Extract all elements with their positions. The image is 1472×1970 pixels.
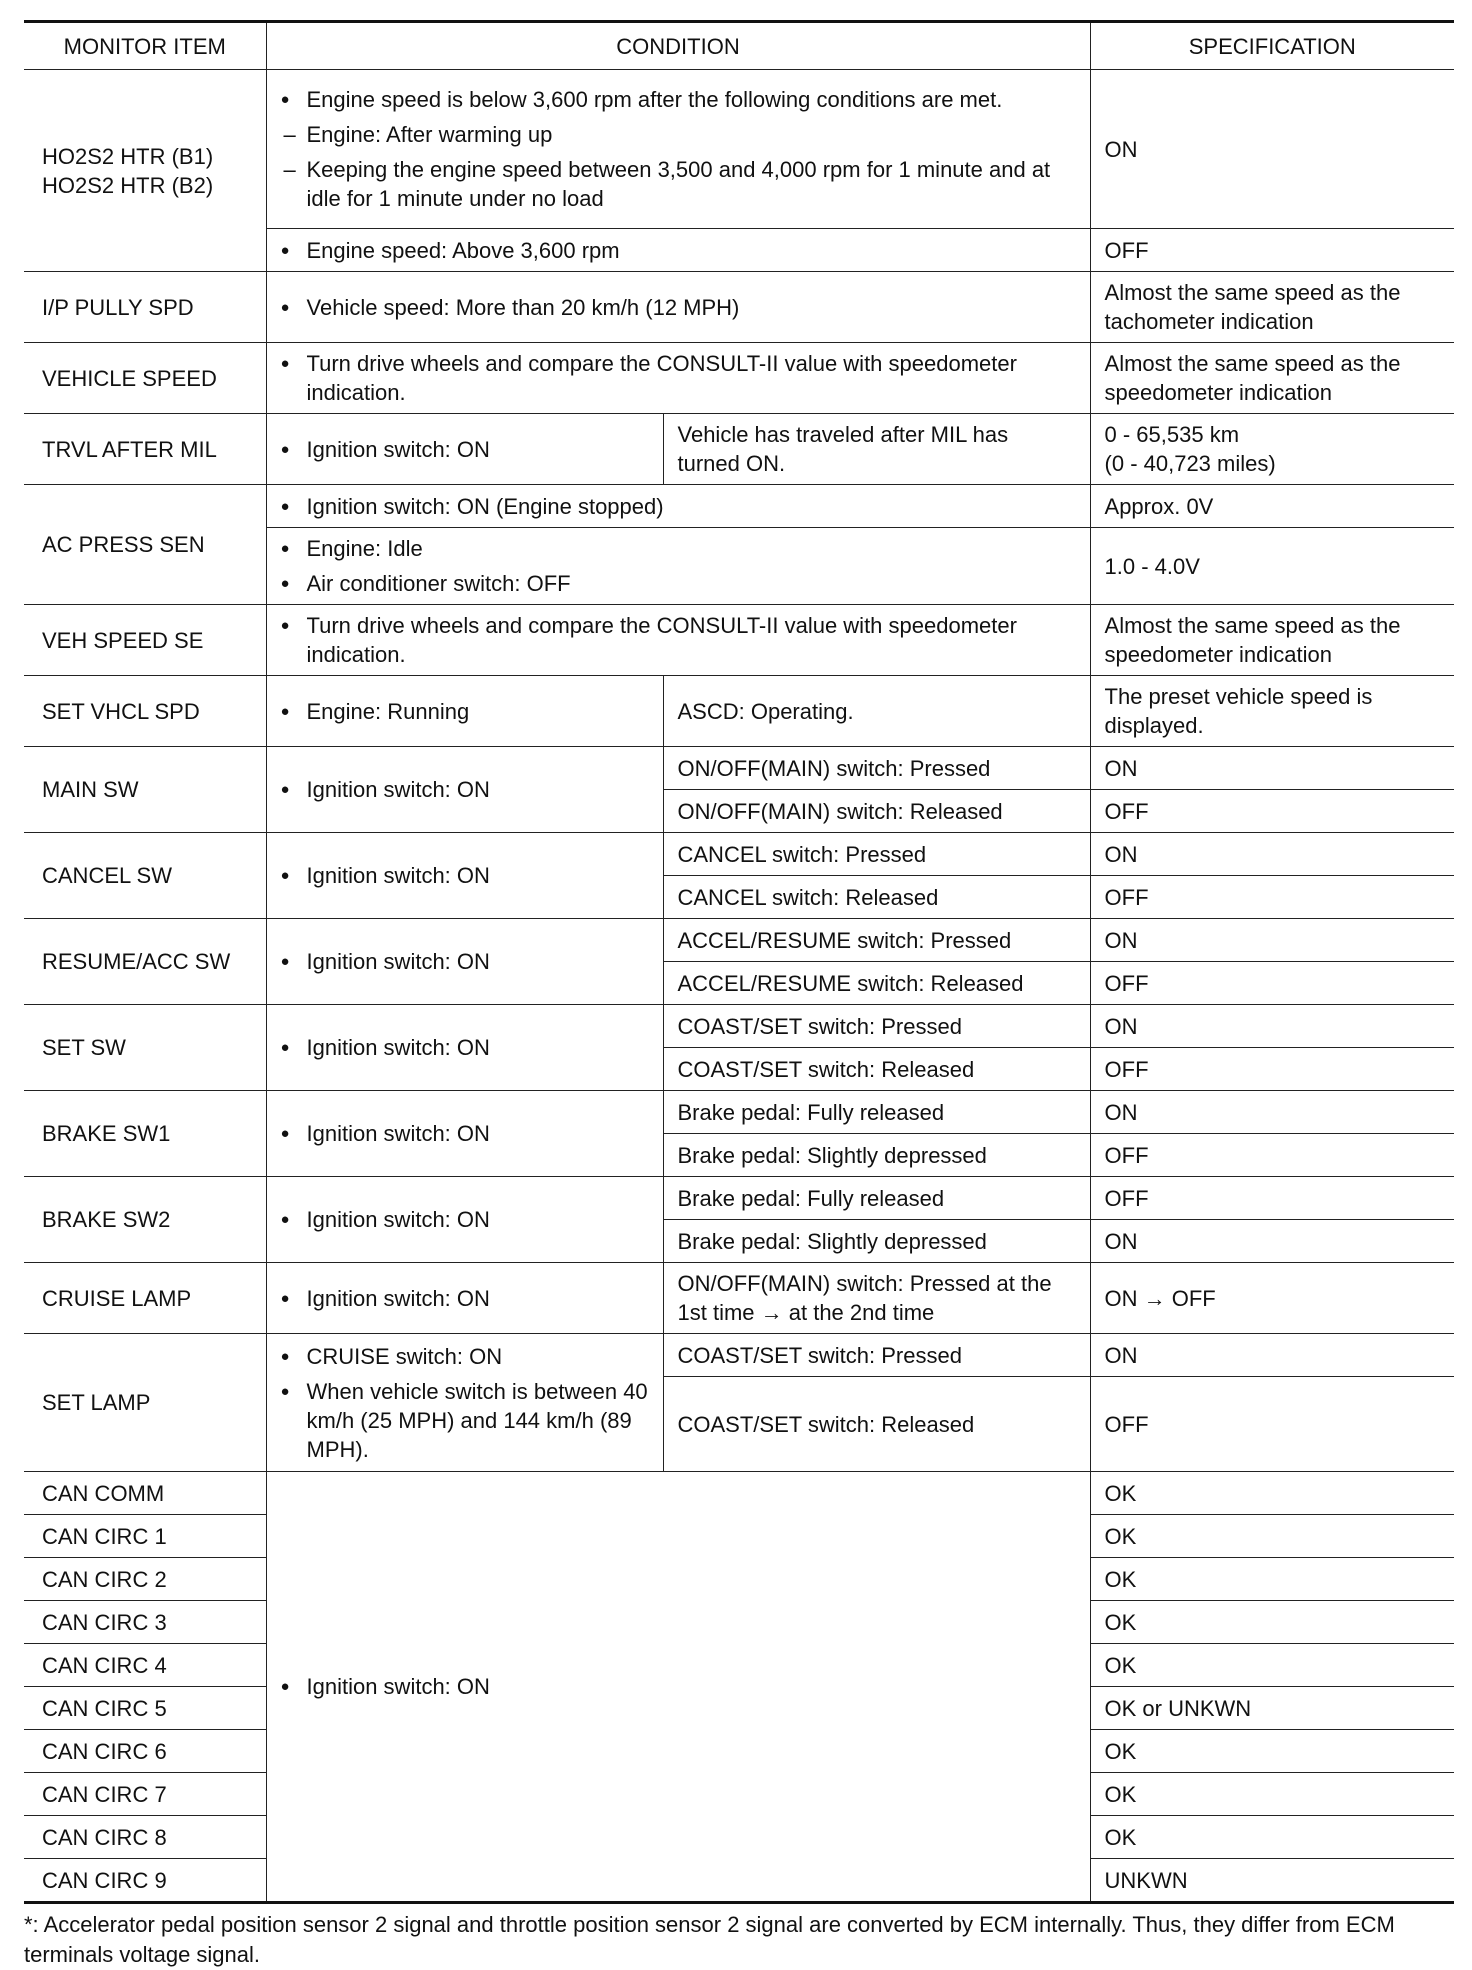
condition-text: ● Ignition switch: ON (281, 435, 649, 464)
table-row (24, 1263, 1454, 1334)
condition-text: ● Ignition switch: ON (281, 1205, 649, 1234)
monitor-item: CAN CIRC 1 (24, 1515, 266, 1558)
table-row (24, 833, 1454, 876)
specification-value: Almost the same speed as the speedometer indication (1090, 343, 1454, 414)
sub-condition: CANCEL switch: Released (663, 876, 1090, 919)
condition-cell (266, 485, 1090, 528)
condition-text: ● Turn drive wheels and compare the CONSULT-II value with speedometer indication. (281, 349, 1076, 407)
specification-value: ON (1090, 833, 1454, 876)
sub-condition: Brake pedal: Slightly depressed (663, 1134, 1090, 1177)
condition-text: ● Ignition switch: ON (281, 1284, 649, 1313)
table-row (24, 1091, 1454, 1134)
monitor-spec-table (24, 20, 1454, 1904)
monitor-item: CRUISE LAMP (24, 1263, 266, 1334)
table-row (24, 1005, 1454, 1048)
specification-value: Almost the same speed as the speedometer indication (1090, 605, 1454, 676)
footnote: *: Accelerator pedal position sensor 2 signal and throttle position sensor 2 signal are converted by ECM internally. Thus, they differ from ECM terminals voltage signal. (24, 1912, 1395, 1967)
specification-cell (1090, 414, 1454, 485)
specification-value: The preset vehicle speed is displayed. (1090, 676, 1454, 747)
specification-value: OK (1090, 1601, 1454, 1644)
monitor-item: CAN CIRC 9 (24, 1859, 266, 1903)
specification-value: OFF (1090, 1177, 1454, 1220)
sub-condition: Brake pedal: Slightly depressed (663, 1220, 1090, 1263)
sub-condition: ACCEL/RESUME switch: Pressed (663, 919, 1090, 962)
condition-text: ● Vehicle speed: More than 20 km/h (12 MPH) (281, 293, 1076, 322)
condition-text: – Keeping the engine speed between 3,500 and 4,000 rpm for 1 minute and at idle for 1 minute under no load (281, 155, 1076, 213)
condition-text: – Engine: After warming up (281, 120, 1076, 149)
monitor-item: HO2S2 HTR (B1) (42, 143, 214, 169)
header-row (24, 22, 1454, 70)
specification-value: OK (1090, 1773, 1454, 1816)
table-row (24, 676, 1454, 747)
monitor-item: CAN CIRC 3 (24, 1601, 266, 1644)
header-condition: CONDITION (266, 22, 1090, 70)
monitor-item: CAN CIRC 6 (24, 1730, 266, 1773)
sub-condition: COAST/SET switch: Pressed (663, 1005, 1090, 1048)
monitor-item: SET SW (24, 1005, 266, 1091)
monitor-item: CAN CIRC 5 (24, 1687, 266, 1730)
condition-cell (266, 414, 663, 485)
table-row (24, 605, 1454, 676)
condition-cell (266, 528, 1090, 605)
condition-text: ● Ignition switch: ON (281, 861, 649, 890)
condition-text: ● Engine: Running (281, 697, 649, 726)
monitor-item: CAN CIRC 7 (24, 1773, 266, 1816)
monitor-item: TRVL AFTER MIL (24, 414, 266, 485)
table-row (24, 1177, 1454, 1220)
specification-value: OK (1090, 1515, 1454, 1558)
specification-value: OFF (1090, 1048, 1454, 1091)
condition-text: ● Ignition switch: ON (281, 947, 649, 976)
monitor-item: SET LAMP (24, 1334, 266, 1472)
specification-value: ON (1090, 1220, 1454, 1263)
specification-value: Approx. 0V (1090, 485, 1454, 528)
monitor-item: BRAKE SW1 (24, 1091, 266, 1177)
specification-value: ON (1090, 70, 1454, 229)
condition-cell (266, 343, 1090, 414)
sub-condition: ON/OFF(MAIN) switch: Released (663, 790, 1090, 833)
condition-cell (266, 1091, 663, 1177)
specification-value: 0 - 65,535 km (1104, 422, 1240, 447)
specification-value: OFF (1090, 876, 1454, 919)
header-monitor-item: MONITOR ITEM (24, 22, 266, 70)
condition-cell (266, 747, 663, 833)
monitor-item-cell (24, 70, 266, 272)
table-row (24, 70, 1454, 229)
specification-value: (0 - 40,723 miles) (1104, 451, 1276, 476)
table-row (24, 485, 1454, 528)
condition-cell (266, 1334, 663, 1472)
condition-text: ● Ignition switch: ON (Engine stopped) (281, 492, 1076, 521)
sub-condition: ON/OFF(MAIN) switch: Pressed at the 1st time → at the 2nd time (663, 1263, 1090, 1334)
condition-text: ● Ignition switch: ON (281, 1672, 1076, 1701)
sub-condition: Vehicle has traveled after MIL has turned ON. (663, 414, 1090, 485)
condition-text: ● Engine speed is below 3,600 rpm after the following conditions are met. (281, 85, 1076, 114)
monitor-item: AC PRESS SEN (24, 485, 266, 605)
specification-value: OK (1090, 1644, 1454, 1687)
sub-condition: COAST/SET switch: Released (663, 1377, 1090, 1472)
condition-text: ● When vehicle switch is between 40 km/h (25 MPH) and 144 km/h (89 MPH). (281, 1377, 649, 1464)
monitor-item: CAN CIRC 2 (24, 1558, 266, 1601)
sub-condition: ASCD: Operating. (663, 676, 1090, 747)
monitor-item: BRAKE SW2 (24, 1177, 266, 1263)
document-page (24, 20, 1454, 1970)
table-row (24, 272, 1454, 343)
condition-cell (266, 1005, 663, 1091)
header-specification: SPECIFICATION (1090, 22, 1454, 70)
monitor-item: HO2S2 HTR (B2) (42, 172, 214, 198)
monitor-item: I/P PULLY SPD (24, 272, 266, 343)
condition-text: ● Turn drive wheels and compare the CONSULT-II value with speedometer indication. (281, 611, 1076, 669)
specification-value: Almost the same speed as the tachometer indication (1090, 272, 1454, 343)
condition-text: ● Ignition switch: ON (281, 1033, 649, 1062)
condition-cell (266, 919, 663, 1005)
specification-value: OFF (1090, 1134, 1454, 1177)
condition-text: ● Engine: Idle (281, 534, 1076, 563)
sub-condition: ON/OFF(MAIN) switch: Pressed (663, 747, 1090, 790)
monitor-item: CAN CIRC 4 (24, 1644, 266, 1687)
specification-value: OK (1090, 1730, 1454, 1773)
sub-condition: CANCEL switch: Pressed (663, 833, 1090, 876)
sub-condition: Brake pedal: Fully released (663, 1091, 1090, 1134)
monitor-item: VEH SPEED SE (24, 605, 266, 676)
specification-value: OFF (1090, 1377, 1454, 1472)
condition-cell (266, 1263, 663, 1334)
condition-cell (266, 1472, 1090, 1903)
specification-value: ON (1090, 747, 1454, 790)
monitor-item: CANCEL SW (24, 833, 266, 919)
condition-cell (266, 70, 1090, 229)
sub-condition: COAST/SET switch: Released (663, 1048, 1090, 1091)
specification-value: OFF (1090, 962, 1454, 1005)
monitor-item: CAN COMM (24, 1472, 266, 1515)
table-row (24, 1472, 1454, 1515)
monitor-item: RESUME/ACC SW (24, 919, 266, 1005)
table-row (24, 1334, 1454, 1377)
table-row (24, 414, 1454, 485)
condition-text: ● Ignition switch: ON (281, 1119, 649, 1148)
specification-value: ON (1090, 1091, 1454, 1134)
sub-condition: Brake pedal: Fully released (663, 1177, 1090, 1220)
sub-condition: COAST/SET switch: Pressed (663, 1334, 1090, 1377)
monitor-item: SET VHCL SPD (24, 676, 266, 747)
specification-value: OFF (1090, 790, 1454, 833)
specification-value: OK (1090, 1472, 1454, 1515)
table-row (24, 919, 1454, 962)
specification-value: ON (1090, 1005, 1454, 1048)
condition-text: ● CRUISE switch: ON (281, 1342, 649, 1371)
condition-text: ● Engine speed: Above 3,600 rpm (281, 236, 1076, 265)
condition-cell (266, 605, 1090, 676)
specification-value: OFF (1090, 229, 1454, 272)
specification-value: OK (1090, 1816, 1454, 1859)
specification-value: 1.0 - 4.0V (1090, 528, 1454, 605)
sub-condition: ACCEL/RESUME switch: Released (663, 962, 1090, 1005)
condition-cell (266, 272, 1090, 343)
condition-cell (266, 833, 663, 919)
specification-value: ON → OFF (1090, 1263, 1454, 1334)
specification-value: ON (1090, 1334, 1454, 1377)
specification-value: ON (1090, 919, 1454, 962)
specification-value: OK or UNKWN (1090, 1687, 1454, 1730)
monitor-item: MAIN SW (24, 747, 266, 833)
condition-cell (266, 1177, 663, 1263)
table-row (24, 747, 1454, 790)
monitor-item: VEHICLE SPEED (24, 343, 266, 414)
monitor-item: CAN CIRC 8 (24, 1816, 266, 1859)
condition-cell (266, 676, 663, 747)
table-row (24, 343, 1454, 414)
condition-text: ● Ignition switch: ON (281, 775, 649, 804)
condition-cell (266, 229, 1090, 272)
condition-text: ● Air conditioner switch: OFF (281, 569, 1076, 598)
specification-value: OK (1090, 1558, 1454, 1601)
specification-value: UNKWN (1090, 1859, 1454, 1903)
